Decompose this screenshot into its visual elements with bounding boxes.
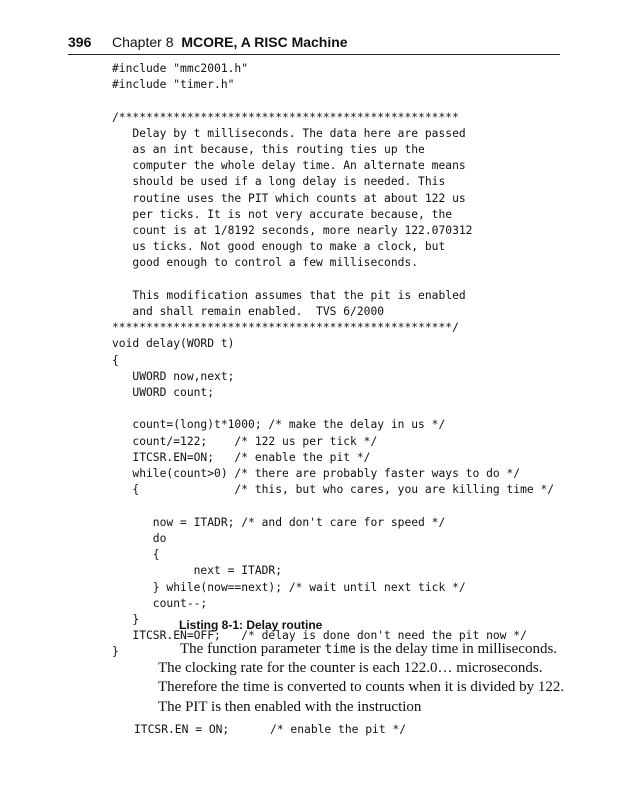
- running-header: [68, 32, 560, 55]
- listing-caption: Listing 8-1: Delay routine: [179, 618, 323, 632]
- chapter-heading: [112, 34, 348, 50]
- chapter-label: Chapter 8: [112, 34, 174, 50]
- code-listing: #include "mmc2001.h" #include "timer.h" /************************************************** Delay by t milliseconds. The data here are passed as an int because, this routing ties up the computer the whole delay time. An alternate means should be used if a long delay is needed. This routine uses the PIT which counts at about 122 us per ticks. It is not very accurate because, the count is at 1/8192 seconds, more nearly 122.070312 us ticks. Not good enough to make a clock, but good enough to control a few milliseconds. This modification assumes that the pit is enabled and shall remain enabled. TVS 6/2000 **************************************************/ void delay(WORD t) { UWORD now,next; UWORD count; count=(long)t*1000; /* make the delay in us */ count/=122; /* 122 us per tick */ ITCSR.EN=ON; /* enable the pit */ while(count>0) /* there are probably faster ways to do */ { /* this, but who cares, you are killing time */ now = ITADR; /* and don't care for speed */ do { next = ITADR; } while(now==next); /* wait until next tick */ count--; } ITCSR.EN=OFF; /* delay is done don't need the pit now */ }: [112, 62, 555, 659]
- body-paragraph: [158, 640, 565, 717]
- paragraph-line-1-start: The function parameter: [180, 641, 325, 657]
- paragraph-line-2: The clocking rate for the counter is each 122.0… microseconds.: [158, 660, 543, 677]
- paragraph-line-3: Therefore the time is converted to counts when it is divided by 122.: [158, 679, 565, 696]
- instruction-code: ITCSR.EN = ON; /* enable the pit */: [134, 723, 407, 736]
- inline-code-time: time: [324, 642, 356, 657]
- paragraph-line-4: The PIT is then enabled with the instruction: [158, 698, 422, 715]
- chapter-title: MCORE, A RISC Machine: [181, 34, 348, 50]
- paragraph-line-1: [158, 640, 560, 659]
- paragraph-line-1-end: is the delay time in milliseconds.: [355, 641, 558, 657]
- page-number: 396: [68, 34, 92, 50]
